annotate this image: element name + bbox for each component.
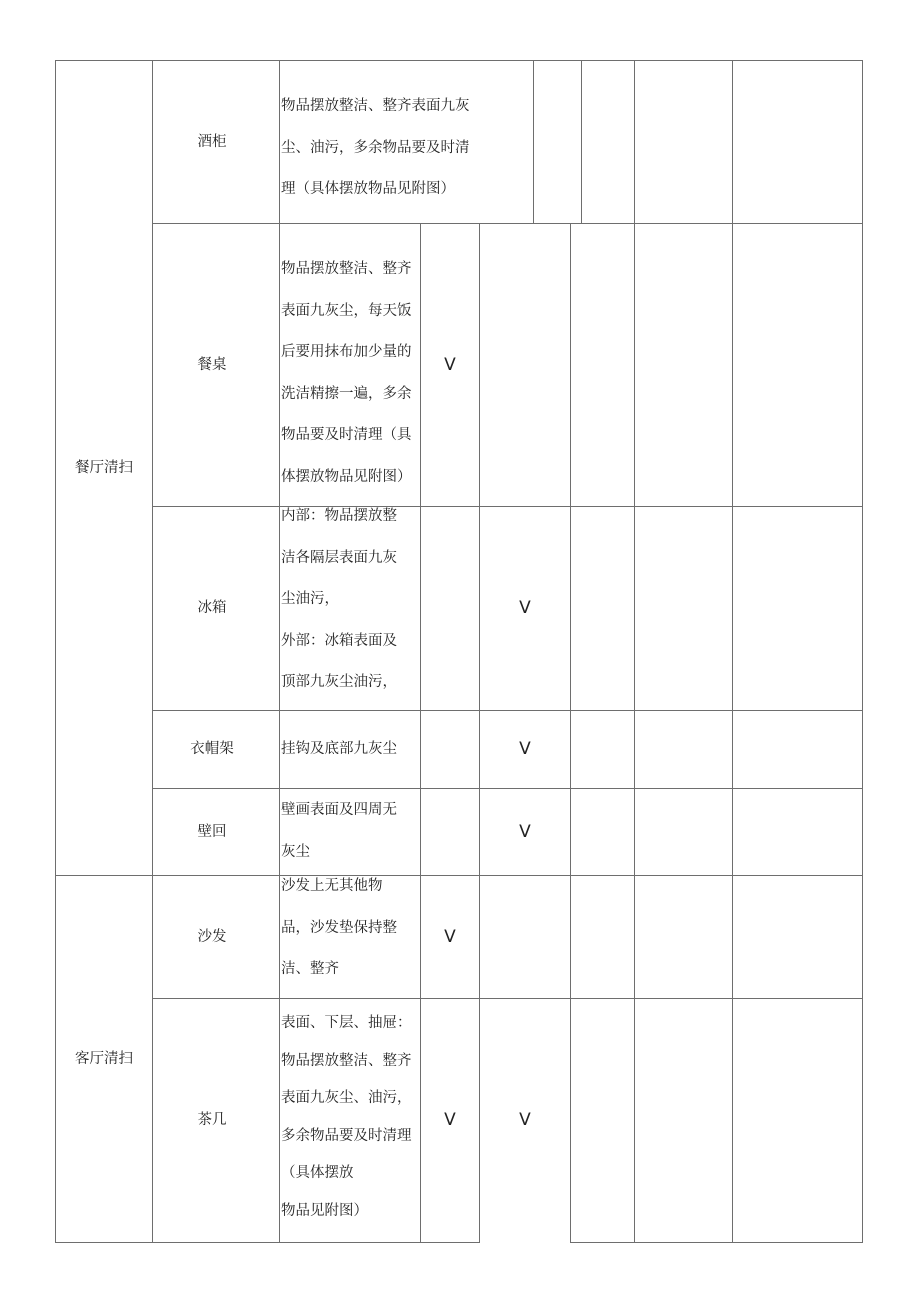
item-wine-cabinet: 酒柜 bbox=[197, 134, 227, 150]
description-line: 外部：冰箱表面及 bbox=[281, 632, 397, 649]
description-line: 沙发上无其他物 bbox=[281, 878, 383, 894]
description-line: 洗洁精擦一遍，多余 bbox=[281, 385, 412, 402]
row-divider bbox=[152, 506, 863, 507]
column-divider bbox=[732, 60, 733, 1243]
category-dining-room: 餐厅清扫 bbox=[75, 460, 133, 476]
description-coat-rack bbox=[281, 729, 397, 771]
description-line: 洁、整齐 bbox=[281, 961, 339, 978]
check-mark: V bbox=[519, 598, 531, 618]
column-divider bbox=[634, 60, 635, 1243]
check-mark: V bbox=[519, 739, 531, 759]
description-line: 尘油污， bbox=[281, 591, 339, 608]
description-line: 物品摆放整洁、整齐 bbox=[281, 1052, 412, 1069]
description-line: 体摆放物品见附图） bbox=[281, 468, 412, 485]
category-living-room: 客厅清扫 bbox=[75, 1051, 133, 1067]
description-line: 多余物品要及时清理 bbox=[281, 1127, 412, 1144]
description-line: 物品要及时清理（具 bbox=[281, 427, 412, 444]
description-line: （具体摆放 bbox=[281, 1165, 354, 1181]
row-divider bbox=[152, 998, 863, 999]
description-line: 顶部九灰尘油污， bbox=[281, 674, 397, 691]
description-line: 表面九灰尘、油污， bbox=[281, 1090, 412, 1106]
column-divider bbox=[570, 223, 571, 1243]
description-coffee-table bbox=[281, 1005, 412, 1230]
column-divider bbox=[279, 60, 280, 1243]
description-line: 内部：物品摆放整 bbox=[281, 508, 397, 524]
row-divider bbox=[152, 223, 863, 224]
check-mark: V bbox=[444, 1110, 456, 1130]
table-right-border bbox=[862, 60, 863, 1243]
row-divider bbox=[152, 788, 863, 789]
item-coat-rack: 衣帽架 bbox=[190, 741, 234, 757]
column-divider bbox=[479, 223, 480, 1243]
check-mark: V bbox=[519, 1110, 531, 1130]
description-line: 挂钩及底部九灰尘 bbox=[281, 741, 397, 757]
table-bottom-border bbox=[55, 1242, 480, 1243]
row-divider bbox=[152, 710, 863, 711]
description-line: 后要用抹布加少量的 bbox=[281, 344, 412, 361]
check-mark: V bbox=[519, 822, 531, 842]
description-refrigerator bbox=[281, 496, 397, 704]
item-wall-painting: 壁回 bbox=[197, 824, 227, 840]
item-sofa: 沙发 bbox=[197, 929, 227, 945]
description-line: 尘、油污，多余物品要及时清 bbox=[281, 139, 470, 156]
description-line: 灰尘 bbox=[281, 843, 310, 860]
check-mark: V bbox=[444, 927, 456, 947]
description-wine-cabinet bbox=[281, 86, 470, 211]
item-refrigerator: 冰箱 bbox=[197, 600, 227, 616]
description-dining-table bbox=[281, 249, 412, 499]
table-left-border bbox=[55, 60, 56, 1243]
column-divider bbox=[420, 223, 421, 1243]
description-line: 洁各隔层表面九灰 bbox=[281, 549, 397, 566]
column-divider bbox=[533, 60, 534, 223]
description-line: 物品见附图） bbox=[281, 1202, 368, 1219]
item-dining-table: 餐桌 bbox=[197, 357, 227, 373]
table-bottom-border bbox=[570, 1242, 863, 1243]
description-line: 物品摆放整洁、整齐 bbox=[281, 261, 412, 277]
description-wall-painting bbox=[281, 790, 397, 873]
description-line: 壁画表面及四周无 bbox=[281, 802, 397, 818]
column-divider bbox=[152, 60, 153, 1243]
description-line: 物品摆放整洁、整齐表面九灰 bbox=[281, 98, 470, 114]
column-divider bbox=[581, 60, 582, 223]
description-sofa bbox=[281, 866, 397, 991]
check-mark: V bbox=[444, 355, 456, 375]
description-line: 理（具体摆放物品见附图） bbox=[281, 181, 455, 198]
section-divider bbox=[55, 875, 863, 876]
description-line: 品，沙发垫保持整 bbox=[281, 919, 397, 936]
table-top-border bbox=[55, 60, 863, 61]
description-line: 表面九灰尘，每天饭 bbox=[281, 302, 412, 319]
description-line: 表面、下层、抽屉： bbox=[281, 1015, 412, 1031]
item-coffee-table: 茶几 bbox=[197, 1112, 227, 1128]
